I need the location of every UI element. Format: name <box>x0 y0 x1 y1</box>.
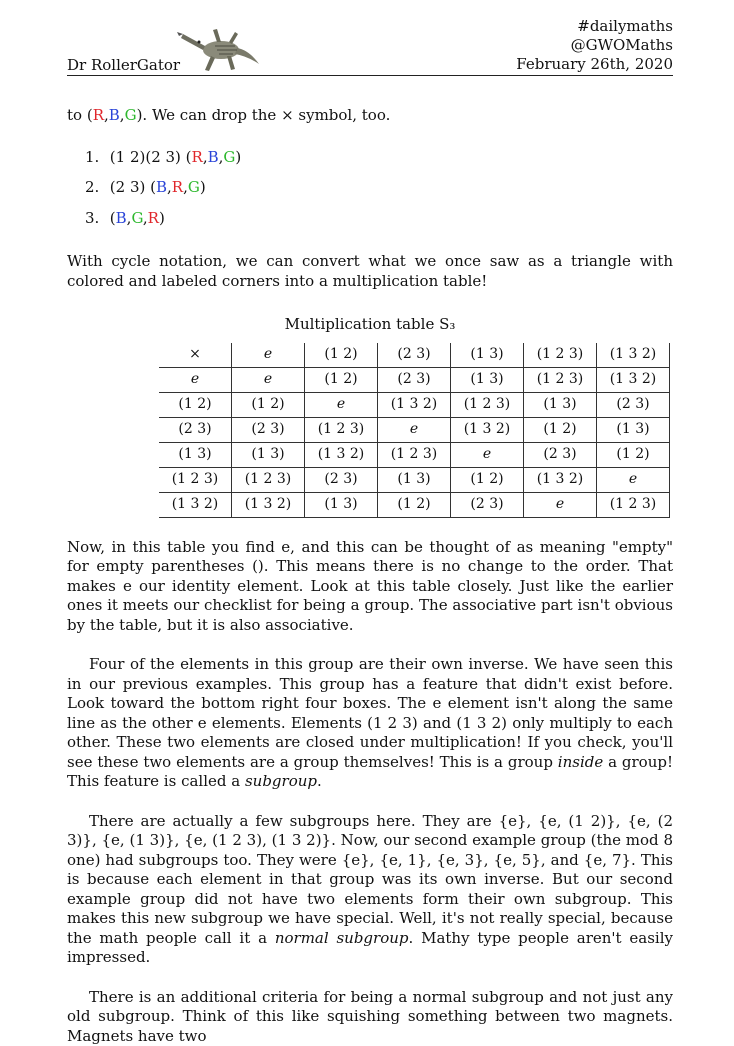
paragraph-cycle-notation: With cycle notation, we can convert what we once saw as a triangle with colored and labeled corners into a multiplication table! <box>67 252 673 291</box>
table-cell: (1 2) <box>524 417 597 442</box>
table-cell: (1 2 3) <box>451 392 524 417</box>
table-cell: (1 3 2) <box>451 417 524 442</box>
table-cell: e <box>524 492 597 517</box>
table-cell: e <box>232 367 305 392</box>
table-cell: (1 3 2) <box>597 367 670 392</box>
table-row <box>159 343 670 368</box>
hashtag: #dailymaths <box>516 17 673 36</box>
table-cell: (1 3 2) <box>378 392 451 417</box>
paragraph-criteria: There is an additional criteria for being a normal subgroup and not just any old subgroup. Think of this like squishing something between two magnets. Magnets have two <box>67 988 673 1046</box>
table-cell: (1 2 3) <box>159 467 232 492</box>
table-cell: (1 2) <box>305 367 378 392</box>
table-cell: e <box>597 467 670 492</box>
table-cell: (2 3) <box>305 467 378 492</box>
table-cell: (2 3) <box>159 417 232 442</box>
table-caption: Multiplication table S₃ <box>67 315 673 335</box>
date: February 26th, 2020 <box>516 55 673 74</box>
table-cell: (2 3) <box>232 417 305 442</box>
table-cell: (2 3) <box>597 392 670 417</box>
header-rule <box>67 75 673 76</box>
table-cell: (1 3) <box>159 442 232 467</box>
table-cell: (1 2 3) <box>597 492 670 517</box>
table-cell: e <box>305 392 378 417</box>
table-cell: (1 3 2) <box>232 492 305 517</box>
paragraph-normal-subgroup: There are actually a few subgroups here. They are {e}, {e, (1 2)}, {e, (2 3)}, {e, (1 3)}, {e, (1 2 3), (1 3 2)}. Now, our second example group (the mod 8 one) had subgroups too. They were {e}, {e, 1}, {e, 3}, {e, 5}, and {e, 7}. This is because each element in that group was its own inverse. But our second example group did not have two elements form their own subgroup. This makes this new subgroup we have special. Well, it's not really special, because the math people call it a normal subgroup. Mathy type people aren't easily impressed. <box>67 812 673 968</box>
paragraph-identity: Now, in this table you find e, and this can be thought of as meaning "empty" for empty parentheses (). This means there is no change to the order. That makes e our identity element. Look at this table closely. Just like the earlier ones it meets our checklist for being a group. The associative part isn't obvious by the table, but it is also associative. <box>67 538 673 636</box>
table-cell: (1 3 2) <box>597 343 670 368</box>
table-cell: (1 3) <box>597 417 670 442</box>
table-cell: (1 2 3) <box>232 467 305 492</box>
table-cell: e <box>159 367 232 392</box>
multiplication-table <box>159 343 670 518</box>
table-cell: (2 3) <box>451 492 524 517</box>
list-item: 2. (2 3) (B,R,G) <box>85 178 673 198</box>
table-cell: (1 3) <box>451 343 524 368</box>
table-cell: × <box>159 343 232 368</box>
header-right <box>516 17 673 74</box>
table-row <box>159 392 670 417</box>
table-cell: (2 3) <box>378 367 451 392</box>
author-name: Dr RollerGator <box>67 56 180 74</box>
list-item: 3. (B,G,R) <box>85 209 673 229</box>
table-cell: e <box>451 442 524 467</box>
table-cell: (2 3) <box>524 442 597 467</box>
table-cell: (1 2) <box>232 392 305 417</box>
table-row <box>159 367 670 392</box>
table-cell: (1 2) <box>305 343 378 368</box>
table-cell: (1 2 3) <box>524 367 597 392</box>
table-cell: (1 2) <box>597 442 670 467</box>
table-cell: e <box>378 417 451 442</box>
list-item: 1. (1 2)(2 3) (R,B,G) <box>85 148 673 168</box>
table-cell: (1 3) <box>378 467 451 492</box>
table-cell: (1 3) <box>451 367 524 392</box>
table-row <box>159 467 670 492</box>
table-cell: (1 2 3) <box>378 442 451 467</box>
permutation-list <box>67 148 673 229</box>
table-cell: (1 2) <box>378 492 451 517</box>
table-cell: (1 2) <box>451 467 524 492</box>
twitter-handle: @GWOMaths <box>516 36 673 55</box>
table-row <box>159 492 670 517</box>
table-cell: (1 3) <box>232 442 305 467</box>
table-cell: (1 3 2) <box>524 467 597 492</box>
table-cell: (2 3) <box>378 343 451 368</box>
table-cell: (1 2) <box>159 392 232 417</box>
intro-line: to (R,B,G). We can drop the × symbol, too. <box>67 106 673 126</box>
table-cell: (1 3) <box>305 492 378 517</box>
table-row <box>159 417 670 442</box>
table-cell: (1 2 3) <box>305 417 378 442</box>
table-row <box>159 442 670 467</box>
table-cell: (1 3 2) <box>305 442 378 467</box>
page-content <box>67 106 673 1046</box>
table-cell: (1 2 3) <box>524 343 597 368</box>
page-header <box>67 0 673 75</box>
paragraph-subgroup: Four of the elements in this group are their own inverse. We have seen this in our previous examples. This group has a feature that didn't exist before. Look toward the bottom right four boxes. The e element isn't along the same line as the other e elements. Elements (1 2 3) and (1 3 2) only multiply to each other. These two elements are closed under multiplication! If you check, you'll see these two elements are a group themselves! This is a group inside a group! This feature is called a subgroup. <box>67 655 673 792</box>
table-cell: (1 3) <box>524 392 597 417</box>
alligator-logo-icon <box>175 20 261 74</box>
table-cell: (1 3 2) <box>159 492 232 517</box>
table-cell: e <box>232 343 305 368</box>
